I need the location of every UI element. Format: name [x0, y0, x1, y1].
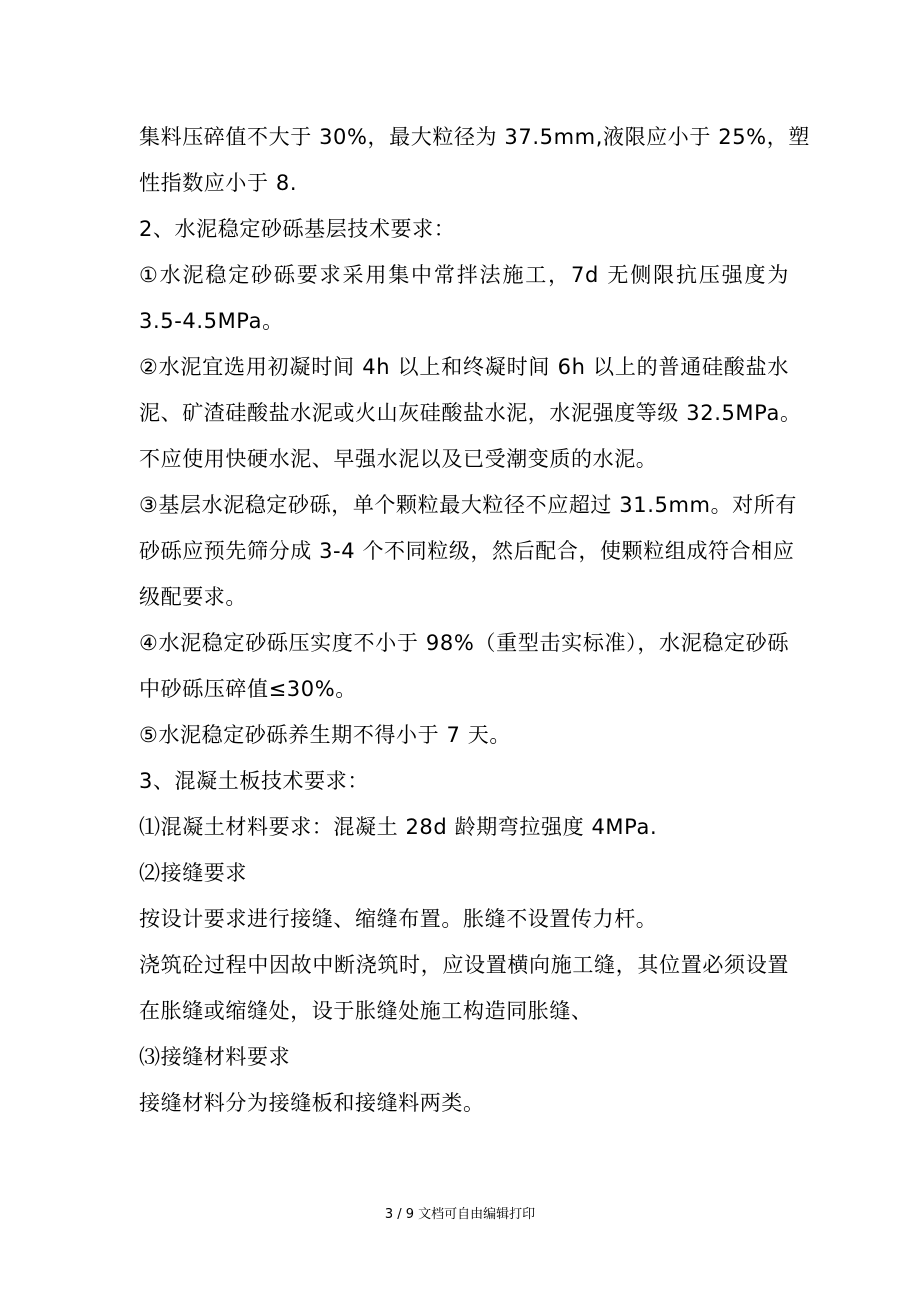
- text-line: 中砂砾压碎值≤30%。: [139, 677, 357, 701]
- text-line: 级配要求。: [139, 585, 247, 609]
- text-line: 在胀缝或缩缝处，设于胀缝处施工构造同胀缝、: [139, 999, 593, 1023]
- text-line: 浇筑砼过程中因故中断浇筑时，应设置横向施工缝，其位置必须设置: [139, 953, 789, 977]
- page-footer: 3 / 9 文档可自由编辑打印: [384, 1207, 536, 1222]
- subsection-heading: ⑶接缝材料要求: [139, 1045, 291, 1069]
- text-line: ③基层水泥稳定砂砾，单个颗粒最大粒径不应超过 31.5mm。对所有: [139, 493, 797, 517]
- section-heading: 3、混凝土板技术要求：: [139, 769, 369, 793]
- text-line: 不应使用快硬水泥、早强水泥以及已受潮变质的水泥。: [139, 447, 658, 471]
- text-line: 3.5-4.5MPa。: [139, 309, 284, 333]
- text-line: ⑤水泥稳定砂砾养生期不得小于 7 天。: [139, 723, 511, 747]
- text-line: 集料压碎值不大于 30%，最大粒径为 37.5mm,液限应小于 25%，塑: [139, 125, 810, 149]
- subsection-heading: ⑵接缝要求: [139, 861, 247, 885]
- section-heading: 2、水泥稳定砂砾基层技术要求：: [139, 217, 456, 241]
- text-line: 性指数应小于 8.: [139, 171, 298, 195]
- text-line: 砂砾应预先筛分成 3-4 个不同粒级，然后配合，使颗粒组成符合相应: [139, 539, 795, 563]
- document-body: [139, 114, 810, 1126]
- text-line: 泥、矿渣硅酸盐水泥或火山灰硅酸盐水泥，水泥强度等级 32.5MPa。: [139, 401, 802, 425]
- text-line: ②水泥宜选用初凝时间 4h 以上和终凝时间 6h 以上的普通硅酸盐水: [139, 355, 789, 379]
- text-line: ④水泥稳定砂砾压实度不小于 98%（重型击实标准），水泥稳定砂砾: [139, 631, 789, 655]
- text-line: 按设计要求进行接缝、缩缝布置。胀缝不设置传力杆。: [139, 907, 658, 931]
- text-line: ⑴混凝土材料要求：混凝土 28d 龄期弯拉强度 4MPa.: [139, 815, 658, 839]
- text-line: 接缝材料分为接缝板和接缝料两类。: [139, 1091, 485, 1115]
- text-line: ①水泥稳定砂砾要求采用集中常拌法施工，7d 无侧限抗压强度为: [139, 263, 789, 287]
